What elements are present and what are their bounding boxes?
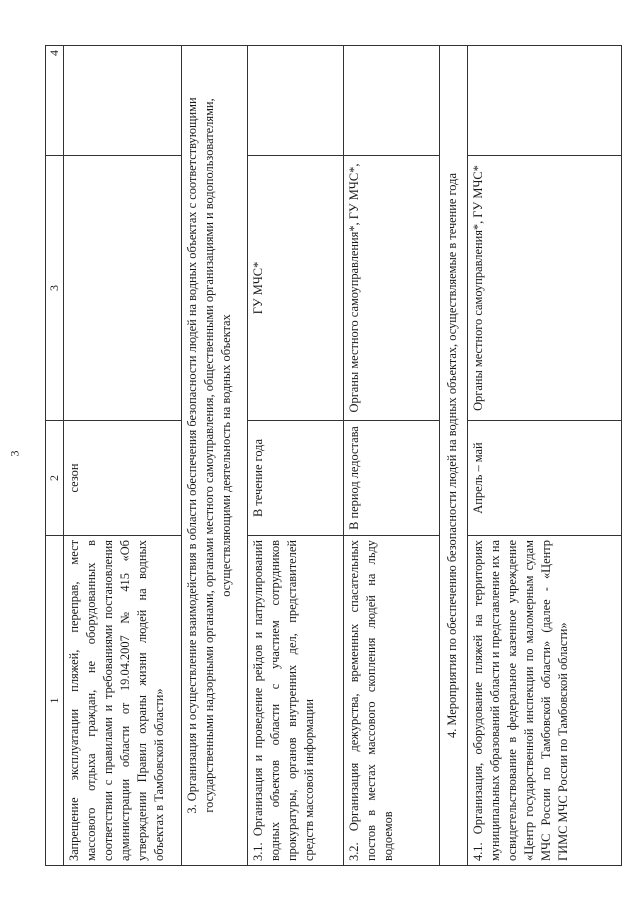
header-col3: 3 xyxy=(46,156,64,421)
section-heading-4: 4. Мероприятия по обеспечению безопасности людей на водных объектах, осуществляемые в течение года xyxy=(439,46,467,866)
measure-executor xyxy=(63,156,181,421)
table-row xyxy=(467,46,621,866)
measure-period: В период ледостава xyxy=(343,421,439,536)
rotated-page-content xyxy=(45,46,622,866)
measure-note xyxy=(467,46,621,156)
page-number: 3 xyxy=(7,450,22,457)
table-row xyxy=(247,46,343,866)
measure-note xyxy=(343,46,439,156)
measure-text: Запрещение эксплуатации пляжей, переправ, мест массового отдыха граждан, не оборудованных в соответствии с правилами и требованиями постановления администрации области от 19.04.2007 № 415 «Об утверждении Правил охраны жизни людей на водных объектах в Тамбовской области» xyxy=(63,536,181,866)
measure-period: В течение года xyxy=(247,421,343,536)
header-col4: 4 xyxy=(46,46,64,156)
measure-period: Апрель – май xyxy=(467,421,621,536)
measure-text: 3.1. Организация и проведение рейдов и патрулирований водных объектов области с участием сотрудников прокуратуры, органов внутренних дел, представителей средств массовой информации xyxy=(247,536,343,866)
header-col1: 1 xyxy=(46,536,64,866)
measure-executor: ГУ МЧС* xyxy=(247,156,343,421)
measure-executor: Органы местного самоуправления*, ГУ МЧС* xyxy=(467,156,621,421)
measures-table xyxy=(45,45,622,866)
measure-note xyxy=(247,46,343,156)
header-col2: 2 xyxy=(46,421,64,536)
measure-note xyxy=(63,46,181,156)
section-row xyxy=(181,46,247,866)
section-heading-3: 3. Организация и осуществление взаимодействия в области обеспечения безопасности людей на водных объектах с соответствующими государственными надзорными органами, органами местного самоуправления, общественными организациями и водопользователями, осуществляющими деятельность на водных объектах xyxy=(181,46,247,866)
measure-text: 3.2. Организация дежурства, временных спасательных постов в местах массового скопления людей на льду водоемов xyxy=(343,536,439,866)
section-row xyxy=(439,46,467,866)
measure-executor: Органы местного самоуправления*, ГУ МЧС*, xyxy=(343,156,439,421)
table-row xyxy=(63,46,181,866)
table-row xyxy=(343,46,439,866)
table-header-row xyxy=(46,46,64,866)
measure-period: сезон xyxy=(63,421,181,536)
measure-text: 4.1. Организация, оборудование пляжей на территориях муниципальных образований области и представление их на освидетельствование в федеральное казенное учреждение «Центр государственной инспекции по маломерным судам МЧС России по Тамбовской области» (далее - «Центр ГИМС МЧС России по Тамбовской области» xyxy=(467,536,621,866)
